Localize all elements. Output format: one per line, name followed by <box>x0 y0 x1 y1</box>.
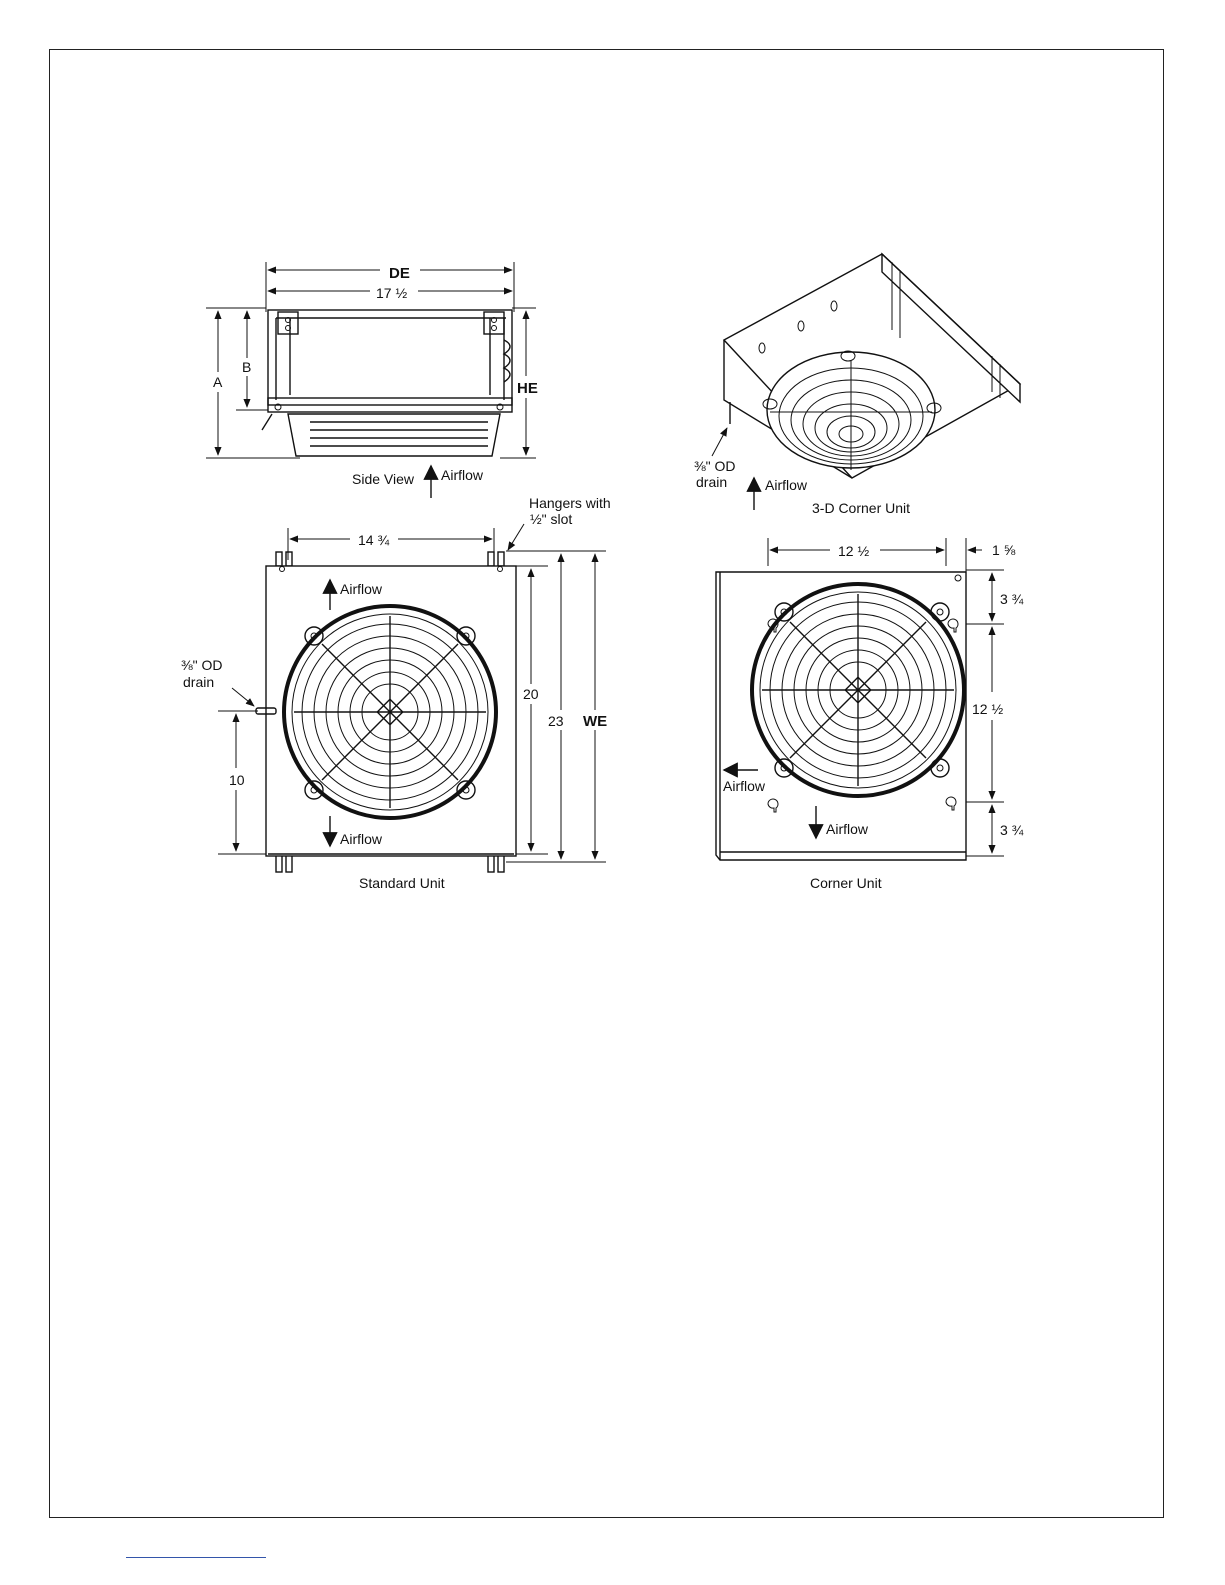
side-depth-label: 17 ½ <box>376 285 408 301</box>
corner3d-drain-label-1: ⅜" OD <box>694 458 736 474</box>
std-dim-10-label: 10 <box>229 772 245 788</box>
corner-airflow-down-label: Airflow <box>826 821 869 837</box>
corner-width-label: 12 ½ <box>838 543 870 559</box>
std-caption: Standard Unit <box>359 875 445 891</box>
side-airflow-label: Airflow <box>441 467 484 483</box>
corner3d-airflow-label: Airflow <box>765 477 808 493</box>
corner3d-drain-label-2: drain <box>696 474 728 490</box>
std-drain-label-1: ⅜" OD <box>181 657 223 673</box>
corner3d-caption: 3-D Corner Unit <box>812 500 911 516</box>
standard-unit-view <box>181 495 611 891</box>
side-a-label: A <box>213 374 223 390</box>
std-drain-label-2: drain <box>183 674 215 690</box>
std-dim-we-label: WE <box>583 713 608 730</box>
side-he-label: HE <box>517 380 538 397</box>
std-hangers-label-1: Hangers with <box>529 495 611 511</box>
std-airflow-top-label: Airflow <box>340 581 383 597</box>
std-dim-20-label: 20 <box>523 686 539 702</box>
side-view-caption: Side View <box>352 471 415 487</box>
corner-caption: Corner Unit <box>810 875 882 891</box>
corner-unit-view <box>716 538 1032 891</box>
corner-offset-label: 1 ⅝ <box>992 542 1016 558</box>
corner-dim-bottom-label: 3 ¾ <box>1000 822 1024 838</box>
std-airflow-bottom-label: Airflow <box>340 831 383 847</box>
std-dim-23-label: 23 <box>548 713 564 729</box>
corner-dim-mid-label: 12 ½ <box>972 701 1004 717</box>
std-hangers-label-2: ½" slot <box>530 511 573 527</box>
corner-dim-top-label: 3 ¾ <box>1000 591 1024 607</box>
corner-3d-view <box>694 254 1020 516</box>
side-view <box>206 262 538 498</box>
corner-airflow-side-label: Airflow <box>723 778 766 794</box>
side-de-label: DE <box>389 265 410 282</box>
std-width-label: 14 ¾ <box>358 532 390 548</box>
footer-link-underline <box>126 1557 266 1558</box>
side-b-label: B <box>242 359 252 375</box>
